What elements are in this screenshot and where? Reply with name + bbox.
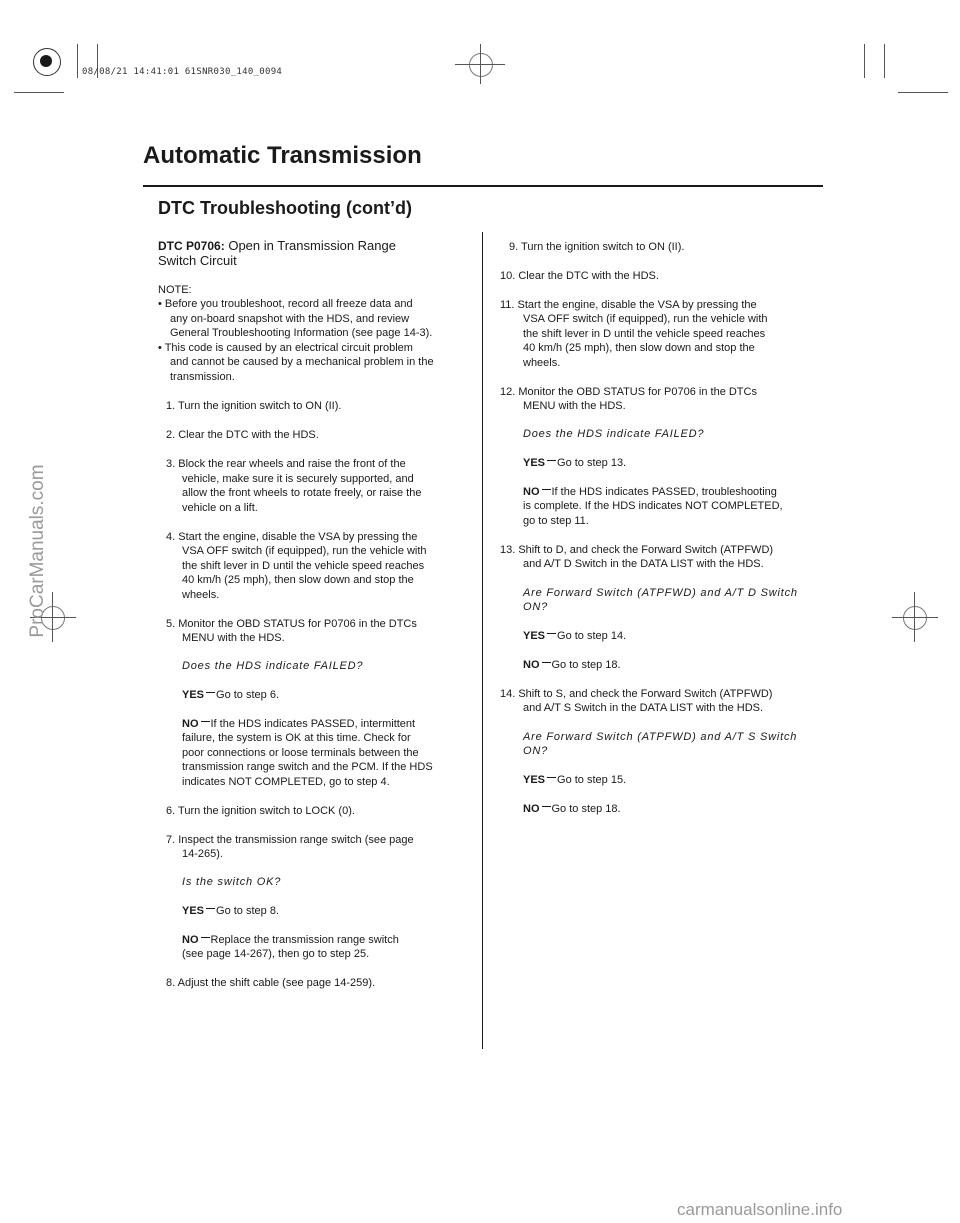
answer-no-line: transmission range switch and the PCM. If the HDS bbox=[182, 761, 433, 773]
yes-text: Go to step 8. bbox=[216, 905, 279, 917]
crop-mark bbox=[898, 92, 948, 93]
step-7: 7. Inspect the transmission range switch (see page bbox=[166, 834, 414, 846]
dash-icon bbox=[542, 662, 551, 663]
note-bullet: • This code is caused by an electrical circuit problem bbox=[158, 342, 413, 354]
crop-mark bbox=[864, 44, 865, 78]
answer-no-line: go to step 11. bbox=[523, 515, 589, 527]
bottom-watermark: carmanualsonline.info bbox=[677, 1200, 843, 1219]
answer-no bbox=[182, 933, 399, 948]
dash-icon bbox=[547, 460, 556, 461]
dash-icon bbox=[201, 721, 210, 722]
dtc-code: DTC P0706: bbox=[158, 239, 225, 253]
step-6: 6. Turn the ignition switch to LOCK (0). bbox=[166, 805, 355, 817]
no-text: If the HDS indicates PASSED, troubleshooting bbox=[551, 486, 777, 498]
crosshair-icon bbox=[469, 53, 493, 77]
note-label: NOTE: bbox=[158, 284, 192, 296]
yes-text: Go to step 15. bbox=[557, 774, 627, 786]
crop-mark bbox=[52, 592, 53, 642]
dash-icon bbox=[201, 937, 210, 938]
dtc-description: Open in Transmission Range bbox=[228, 238, 396, 253]
no-text: Go to step 18. bbox=[551, 659, 621, 671]
crop-mark bbox=[455, 64, 505, 65]
step-4-line: VSA OFF switch (if equipped), run the vehicle with bbox=[182, 545, 427, 557]
dtc-heading bbox=[158, 238, 396, 254]
dtc-description-cont: Switch Circuit bbox=[158, 253, 237, 268]
crosshair-icon bbox=[903, 606, 927, 630]
step-5: 5. Monitor the OBD STATUS for P0706 in the DTCs bbox=[166, 618, 417, 630]
question-forward-d-cont: ON? bbox=[523, 601, 549, 613]
step-11-line: 40 km/h (25 mph), then slow down and stop the bbox=[523, 342, 755, 354]
print-stamp: 08/08/21 14:41:01 61SNR030_140_0094 bbox=[82, 67, 283, 77]
no-label: NO bbox=[523, 659, 540, 671]
answer-no-line: is complete. If the HDS indicates NOT COMPLETED, bbox=[523, 500, 783, 512]
dash-icon bbox=[547, 777, 556, 778]
step-11-line: the shift lever in D until the vehicle speed reaches bbox=[523, 328, 766, 340]
answer-yes bbox=[523, 629, 626, 644]
step-13: 13. Shift to D, and check the Forward Switch (ATPFWD) bbox=[500, 544, 774, 556]
yes-label: YES bbox=[182, 905, 205, 917]
answer-yes bbox=[182, 688, 279, 703]
answer-yes bbox=[523, 773, 626, 788]
no-label: NO bbox=[523, 803, 540, 815]
step-3: 3. Block the rear wheels and raise the front of the bbox=[166, 458, 406, 470]
step-11-line: wheels. bbox=[523, 357, 561, 369]
note-line: any on-board snapshot with the HDS, and review bbox=[170, 313, 410, 325]
page-title: Automatic Transmission bbox=[143, 142, 422, 169]
answer-no-line: poor connections or loose terminals between the bbox=[182, 747, 419, 759]
note-line: transmission. bbox=[170, 371, 235, 383]
question-hds-failed: Does the HDS indicate FAILED? bbox=[523, 428, 705, 440]
note-line: General Troubleshooting Information (see page 14-3). bbox=[170, 327, 433, 339]
dash-icon bbox=[542, 806, 551, 807]
title-divider bbox=[143, 185, 823, 187]
question-forward-s-cont: ON? bbox=[523, 745, 549, 757]
crop-mark bbox=[884, 44, 885, 78]
step-13-line: and A/T D Switch in the DATA LIST with the HDS. bbox=[523, 558, 764, 570]
no-text: Replace the transmission range switch bbox=[210, 934, 399, 946]
no-text: If the HDS indicates PASSED, intermittent bbox=[210, 718, 416, 730]
yes-label: YES bbox=[523, 457, 546, 469]
crop-mark bbox=[892, 617, 938, 618]
dash-icon bbox=[547, 633, 556, 634]
answer-no-line: failure, the system is OK at this time. Check for bbox=[182, 732, 411, 744]
step-2: 2. Clear the DTC with the HDS. bbox=[166, 429, 319, 441]
step-12: 12. Monitor the OBD STATUS for P0706 in the DTCs bbox=[500, 386, 757, 398]
page-subtitle: DTC Troubleshooting (cont’d) bbox=[158, 198, 412, 218]
no-label: NO bbox=[523, 486, 540, 498]
step-3-line: vehicle, make sure it is securely supported, and bbox=[182, 473, 414, 485]
step-8: 8. Adjust the shift cable (see page 14-259). bbox=[166, 977, 376, 989]
no-label: NO bbox=[182, 934, 199, 946]
side-watermark: ProCarManuals.com bbox=[27, 464, 48, 638]
step-3-line: vehicle on a lift. bbox=[182, 502, 258, 514]
step-14-line: and A/T S Switch in the DATA LIST with the HDS. bbox=[523, 702, 764, 714]
step-11-line: VSA OFF switch (if equipped), run the vehicle with bbox=[523, 313, 768, 325]
step-4-line: wheels. bbox=[182, 589, 220, 601]
answer-yes bbox=[523, 456, 626, 471]
step-10: 10. Clear the DTC with the HDS. bbox=[500, 270, 659, 282]
note-line: and cannot be caused by a mechanical problem in the bbox=[170, 356, 434, 368]
crop-mark bbox=[914, 592, 915, 642]
yes-label: YES bbox=[182, 689, 205, 701]
answer-no bbox=[523, 802, 621, 817]
crop-mark bbox=[77, 44, 78, 78]
question-switch-ok: Is the switch OK? bbox=[182, 876, 282, 888]
step-14: 14. Shift to S, and check the Forward Switch (ATPFWD) bbox=[500, 688, 773, 700]
question-forward-s: Are Forward Switch (ATPFWD) and A/T S Switch bbox=[523, 731, 798, 743]
step-7-line: 14-265). bbox=[182, 848, 223, 860]
dash-icon bbox=[542, 489, 551, 490]
step-5-line: MENU with the HDS. bbox=[182, 632, 285, 644]
answer-no-line: (see page 14-267), then go to step 25. bbox=[182, 948, 370, 960]
step-4-line: 40 km/h (25 mph), then slow down and stop the bbox=[182, 574, 414, 586]
step-4-line: the shift lever in D until the vehicle speed reaches bbox=[182, 560, 425, 572]
no-label: NO bbox=[182, 718, 199, 730]
step-1: 1. Turn the ignition switch to ON (II). bbox=[166, 400, 342, 412]
no-text: Go to step 18. bbox=[551, 803, 621, 815]
answer-no bbox=[523, 485, 777, 500]
step-3-line: allow the front wheels to rotate freely, or raise the bbox=[182, 487, 422, 499]
answer-no-line: indicates NOT COMPLETED, go to step 4. bbox=[182, 776, 390, 788]
answer-yes bbox=[182, 904, 279, 919]
step-11: 11. Start the engine, disable the VSA by pressing the bbox=[500, 299, 757, 311]
yes-text: Go to step 6. bbox=[216, 689, 279, 701]
step-12-line: MENU with the HDS. bbox=[523, 400, 626, 412]
step-9: 9. Turn the ignition switch to ON (II). bbox=[509, 241, 685, 253]
crop-mark bbox=[14, 92, 64, 93]
step-4: 4. Start the engine, disable the VSA by pressing the bbox=[166, 531, 418, 543]
answer-no bbox=[182, 717, 415, 732]
yes-label: YES bbox=[523, 630, 546, 642]
answer-no bbox=[523, 658, 621, 673]
yes-label: YES bbox=[523, 774, 546, 786]
dash-icon bbox=[206, 908, 215, 909]
yes-text: Go to step 14. bbox=[557, 630, 627, 642]
question-forward-d: Are Forward Switch (ATPFWD) and A/T D Switch bbox=[523, 587, 798, 599]
column-divider bbox=[482, 232, 483, 1049]
note-bullet: • Before you troubleshoot, record all freeze data and bbox=[158, 298, 413, 310]
yes-text: Go to step 13. bbox=[557, 457, 627, 469]
dash-icon bbox=[206, 692, 215, 693]
question-hds-failed: Does the HDS indicate FAILED? bbox=[182, 660, 364, 672]
registration-ring-icon bbox=[33, 48, 61, 76]
